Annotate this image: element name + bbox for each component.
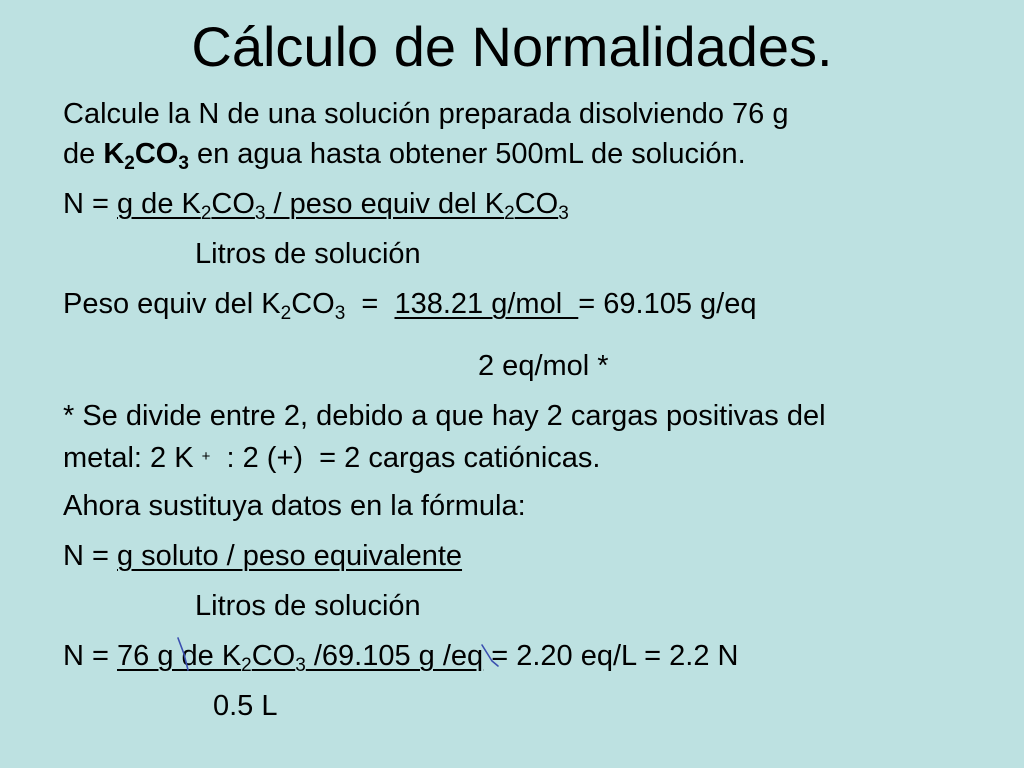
sustituya-text: Ahora sustituya datos en la fórmula:	[63, 490, 526, 522]
subscript-3: 3	[178, 153, 189, 174]
formula1-part-e: CO	[514, 188, 559, 220]
note-metal: metal: 2 K	[63, 442, 202, 474]
formula1-sub-d: 2	[504, 203, 515, 224]
slide-title: Cálculo de Normalidades.	[191, 15, 833, 78]
formula3-result: = 2.20 eq/L = 2.2 N	[483, 640, 739, 672]
equiv-equals: =	[345, 288, 395, 320]
cancel-mark-g-1	[178, 638, 188, 670]
formula1-sub-c: 3	[254, 203, 266, 224]
formula3-sub-c: 3	[295, 655, 306, 676]
formula2-denominator: Litros de solución	[195, 590, 421, 622]
equiv-numerator: 138.21 g/mol	[394, 288, 579, 320]
subscript-2: 2	[124, 153, 135, 174]
equiv-result: = 69.105 g/eq	[578, 288, 757, 320]
formula1-n-label: N =	[63, 188, 117, 220]
note-charges: : 2 (+) = 2 cargas catiónicas.	[210, 442, 601, 474]
formula3-part-c: CO	[251, 640, 296, 672]
formula1-part-d: / peso equiv del K	[265, 188, 505, 220]
cancel-mark-g-2	[482, 645, 498, 666]
note-plus-sup: +	[201, 448, 211, 465]
equiv-part-b: CO	[291, 288, 335, 320]
k-symbol: K	[103, 138, 125, 170]
problem-text-1: Calcule la N de una solución preparada disolviendo 76 g	[63, 98, 789, 130]
problem-text-2b: en agua hasta obtener 500mL de solución.	[188, 138, 746, 170]
equiv-sub-b: 3	[334, 303, 346, 324]
note-line-1: * Se divide entre 2, debido a que hay 2 cargas positivas del	[63, 400, 826, 432]
formula1-denominator: Litros de solución	[195, 238, 421, 270]
formula1-part-c: CO	[211, 188, 255, 220]
formula1-sub-e: 3	[558, 203, 569, 224]
formula3-n-label: N =	[63, 640, 117, 672]
co-symbol: CO	[134, 138, 179, 170]
equiv-denominator: 2 eq/mol *	[478, 350, 609, 382]
formula3-denominator: 0.5 L	[213, 690, 278, 722]
equiv-sub-a: 2	[280, 303, 292, 324]
formula1-sub-b: 2	[200, 203, 212, 224]
formula3-part-b: 76 g de K	[117, 640, 242, 672]
formula3-part-d: /69.105 g /eq	[305, 640, 484, 672]
equiv-part-a: Peso equiv del K	[63, 288, 281, 320]
formula2-fraction-top: g soluto / peso equivalente	[117, 540, 463, 572]
formula3-sub-b: 2	[241, 655, 252, 676]
formula2-n-label: N =	[63, 540, 117, 572]
formula1-part-b: g de K	[117, 188, 201, 220]
problem-text-2a: de	[63, 138, 104, 170]
